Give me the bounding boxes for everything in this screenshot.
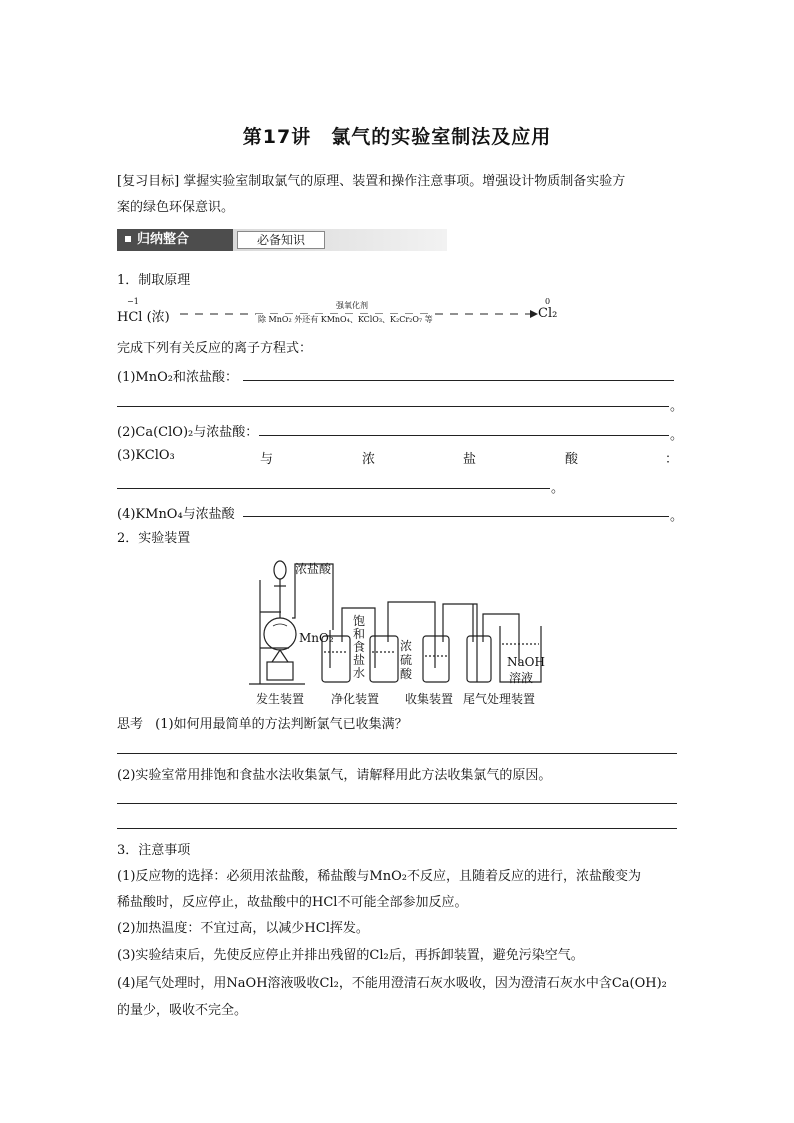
think-q2-answer-line2[interactable] — [117, 828, 677, 829]
label-solution: 溶液 — [509, 671, 534, 685]
hcl-oxidation: −1 — [127, 297, 139, 306]
q3-colon: ： — [665, 452, 679, 467]
think-q2-answer-line1[interactable] — [117, 803, 677, 804]
q3-label: (3)KClO₃ — [117, 448, 175, 463]
reagent-bottom: 除 MnO₂ 外还有 KMnO₄、KClO₃、K₂Cr₂O₇ 等 — [258, 315, 433, 324]
think-question-2: (2)实验室常用排饱和食盐水法收集氯气，请解释用此方法收集氯气的原因。 — [117, 768, 552, 783]
q2-answer-line[interactable] — [259, 435, 669, 436]
q3-word: 浓 — [362, 452, 376, 467]
q3-word: 盐 — [463, 452, 477, 467]
q2-period: 。 — [670, 428, 684, 443]
review-text-line1: 掌握实验室制取氯气的原理、装置和操作注意事项。增强设计物质制备实验方 — [183, 174, 626, 189]
review-text-line2: 案的绿色环保意识。 — [117, 200, 235, 215]
label-naoh: NaOH — [507, 655, 545, 669]
apparatus-diagram — [245, 552, 545, 688]
label-conc-hcl: 浓盐酸 — [295, 562, 332, 576]
q3-word: 酸 — [565, 452, 579, 467]
q4-answer-line[interactable] — [243, 516, 669, 517]
section-band — [117, 229, 432, 251]
s3-p3: (3)实验结束后，先使反应停止并排出残留的Cl₂后，再拆卸装置，避免污染空气。 — [117, 948, 584, 963]
caption-purification: 净化装置 — [331, 692, 380, 706]
s3-heading: 3．注意事项 — [117, 843, 191, 858]
think-label: 思考 — [117, 717, 144, 732]
s1-heading: 1．制取原理 — [117, 273, 191, 288]
s3-p1-line1: (1)反应物的选择：必须用浓盐酸，稀盐酸与MnO₂不反应，且随着反应的进行，浓盐酸变为 — [117, 869, 641, 884]
s3-p1-line2: 稀盐酸时，反应停止，故盐酸中的HCl不可能全部参加反应。 — [117, 895, 468, 910]
q1-label: (1)MnO₂和浓盐酸： — [117, 370, 238, 385]
think-question-1: 思考 (1)如何用最简单的方法判断氯气已收集满？ — [117, 717, 408, 732]
s3-p2: (2)加热温度：不宜过高，以减少HCl挥发。 — [117, 921, 369, 936]
q1-period: 。 — [670, 399, 684, 414]
review-goal — [117, 169, 677, 195]
label-brine: 饱 和 食 盐 水 — [353, 614, 366, 680]
q1-answer-line1[interactable] — [243, 380, 674, 381]
s1-prompt: 完成下列有关反应的离子方程式： — [117, 341, 313, 356]
s2-heading: 2．实验装置 — [117, 531, 191, 546]
q3-period: 。 — [551, 481, 565, 496]
caption-generation: 发生装置 — [256, 692, 305, 706]
caption-collection: 收集装置 — [405, 692, 454, 706]
q2-label: (2)Ca(ClO)₂与浓盐酸： — [117, 425, 259, 440]
cl-oxidation: 0 — [545, 297, 551, 306]
reagent-top: 强氧化剂 — [336, 301, 368, 310]
q1-answer-line2[interactable] — [117, 406, 669, 407]
q4-label: (4)KMnO₄与浓盐酸 — [117, 507, 235, 522]
q3-answer-line[interactable] — [117, 488, 550, 489]
band-main: 归纳整合 — [117, 229, 233, 251]
label-h2so4: 浓 硫 酸 — [400, 639, 413, 681]
caption-tail-gas: 尾气处理装置 — [463, 692, 536, 706]
think-q1-answer-line[interactable] — [117, 753, 677, 754]
review-label: [复习目标] — [117, 174, 180, 189]
hcl-formula: HCl (浓) — [117, 310, 170, 325]
label-mno2: MnO₂ — [299, 631, 334, 645]
q4-period: 。 — [670, 509, 684, 524]
cl2-formula: Cl₂ — [538, 306, 558, 321]
page-title: 第17讲 氯气的实验室制法及应用 — [242, 126, 552, 148]
q3-word: 与 — [260, 452, 274, 467]
s3-p4-line1: (4)尾气处理时，用NaOH溶液吸收Cl₂，不能用澄清石灰水吸收，因为澄清石灰水中含Ca(OH)₂ — [117, 976, 667, 991]
band-tag: 必备知识 — [237, 231, 325, 249]
square-bullet-icon — [125, 236, 131, 242]
s3-p4-line2: 的量少，吸收不完全。 — [117, 1003, 248, 1018]
